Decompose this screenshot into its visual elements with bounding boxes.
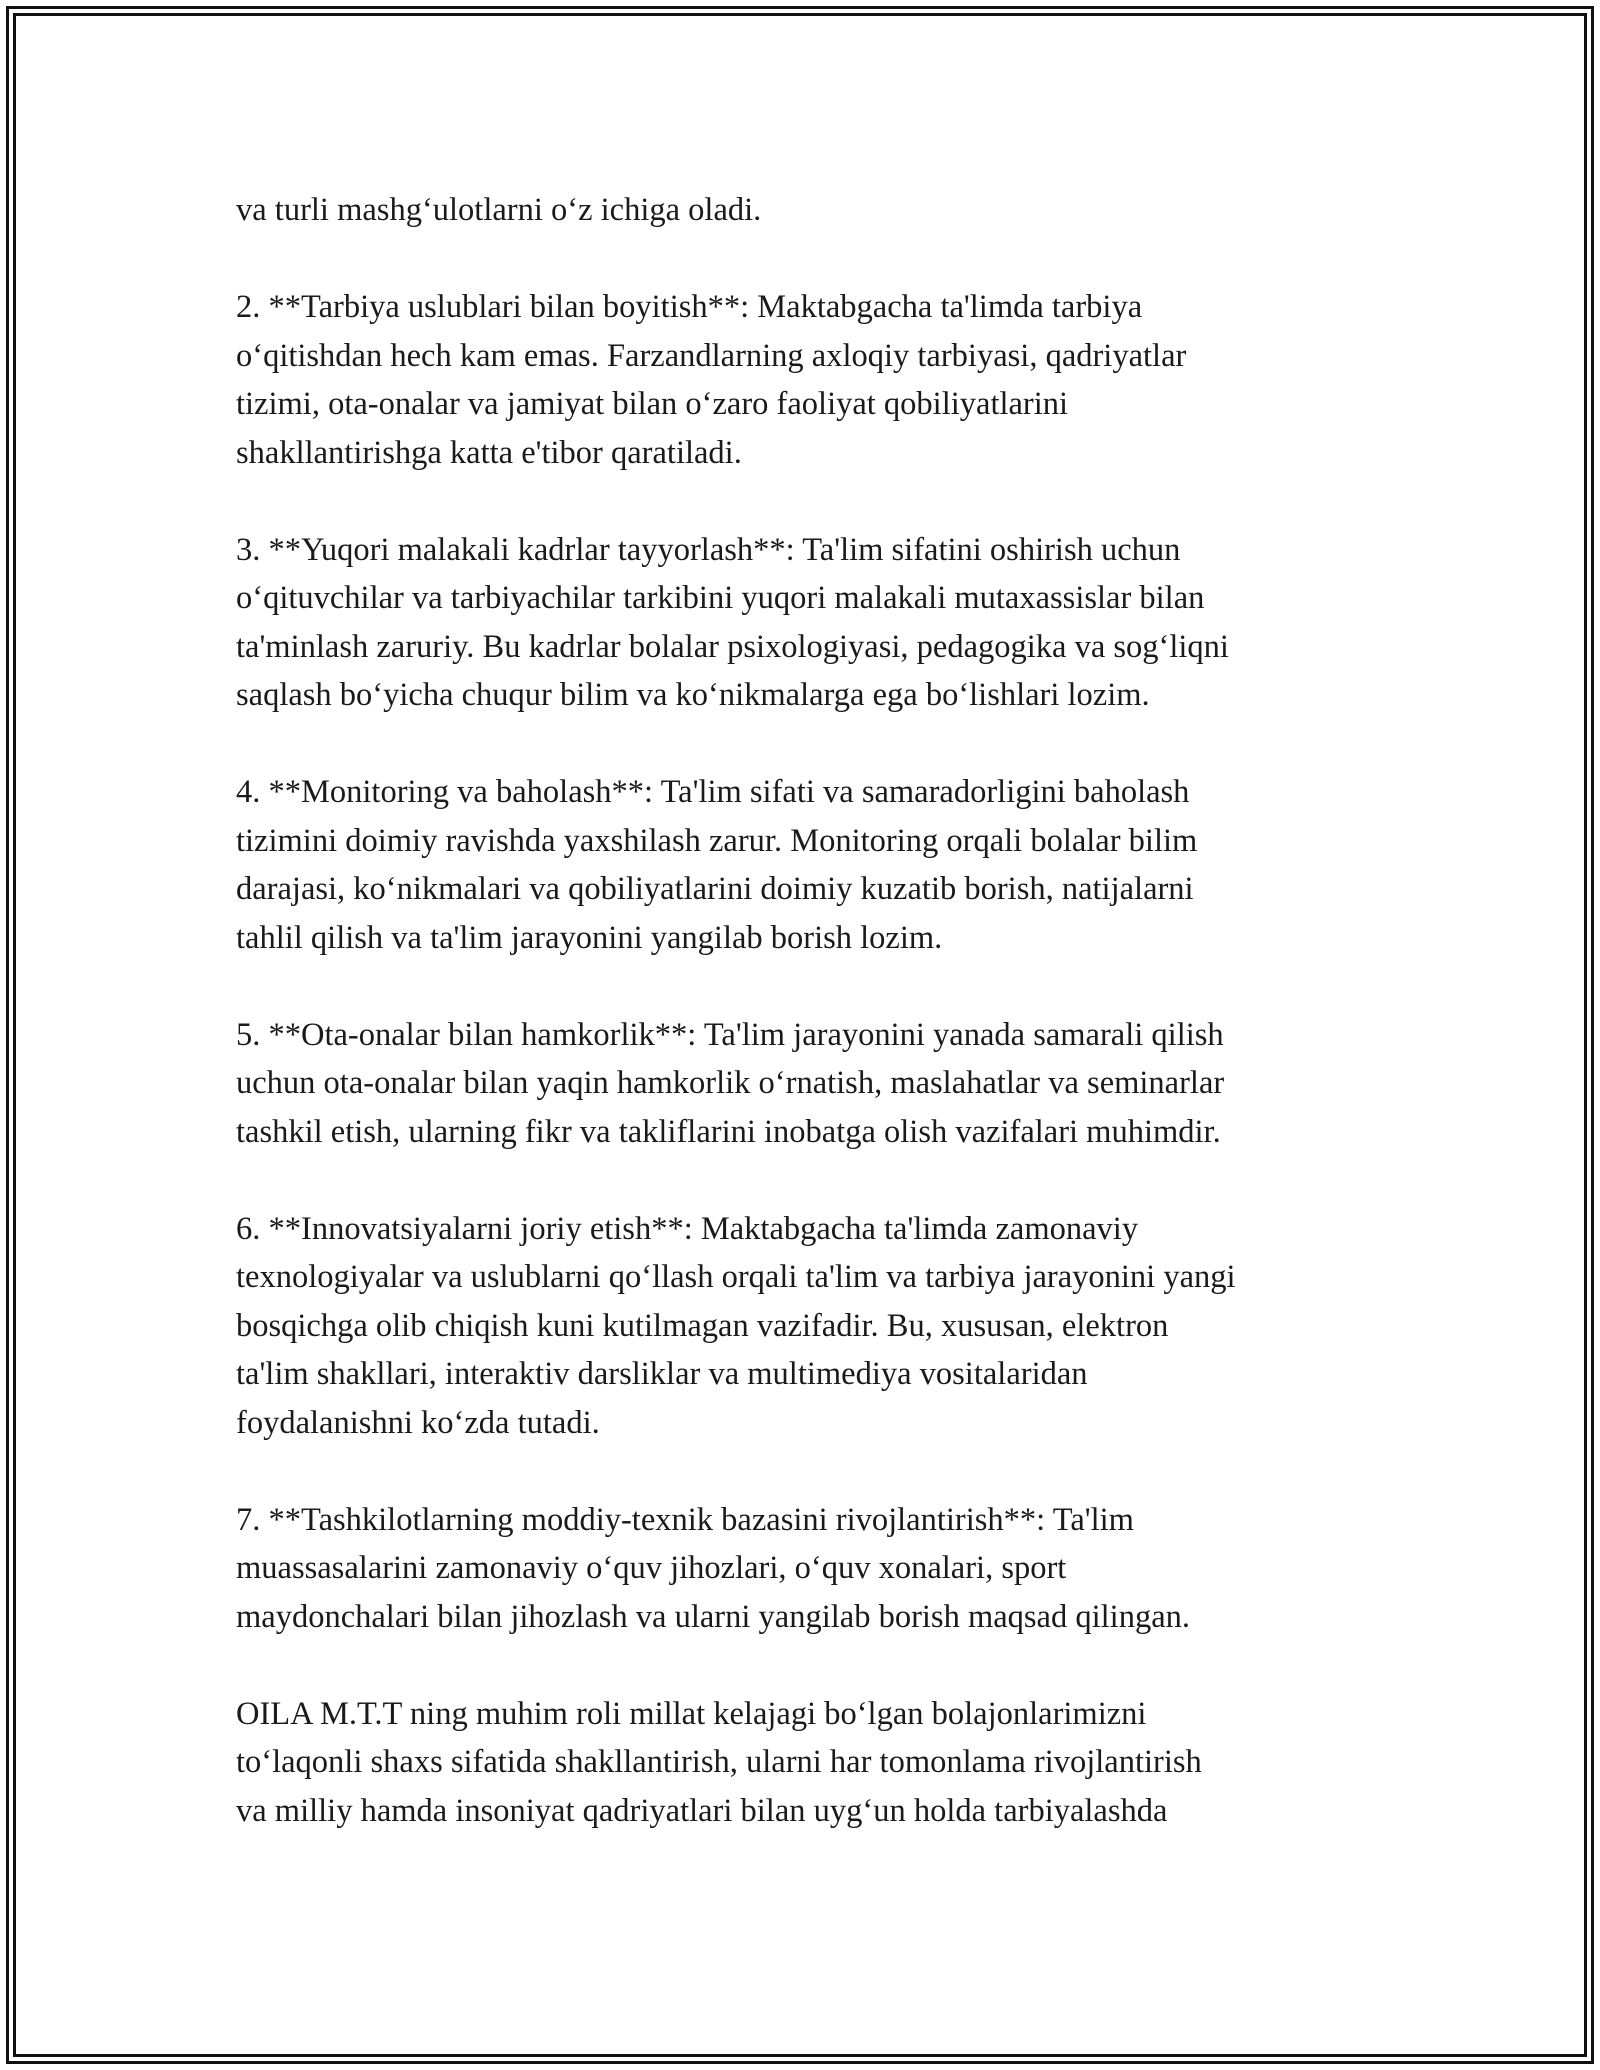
text-line: maydonchalari bilan jihozlash va ularni yangilab borish maqsad qilingan.: [236, 1598, 1190, 1635]
text-line: bosqichga olib chiqish kuni kutilmagan vazifadir. Bu, xususan, elektron: [236, 1307, 1169, 1344]
text-line: va turli mashg‘ulotlarni o‘z ichiga oladi.: [236, 192, 762, 228]
text-line: 5. **Ota-onalar bilan hamkorlik**: Ta'lim jarayonini yanada samarali qilish: [236, 1016, 1224, 1053]
text-line: ta'minlash zaruriy. Bu kadrlar bolalar psixologiyasi, pedagogika va sog‘liqni: [236, 628, 1229, 665]
document-body: [236, 186, 1416, 1884]
paragraph-conclusion: [236, 1690, 1416, 1836]
text-line: tahlil qilish va ta'lim jarayonini yangilab borish lozim.: [236, 919, 943, 956]
paragraph-item-3: [236, 526, 1416, 720]
text-line: 3. **Yuqori malakali kadrlar tayyorlash**: Ta'lim sifatini oshirish uchun: [236, 531, 1181, 568]
text-line: texnologiyalar va uslublarni qo‘llash orqali ta'lim va tarbiya jarayonini yangi: [236, 1259, 1236, 1295]
text-line: tizimi, ota-onalar va jamiyat bilan o‘zaro faoliyat qobiliyatlarini: [236, 386, 1069, 422]
text-line: OILA M.T.T ning muhim roli millat kelajagi bo‘lgan bolajonlarimizni: [236, 1695, 1147, 1732]
paragraph-item-2: [236, 283, 1416, 477]
paragraph-item-6: [236, 1205, 1416, 1448]
text-line: 7. **Tashkilotlarning moddiy-texnik bazasini rivojlantirish**: Ta'lim: [236, 1501, 1134, 1538]
text-line: tizimini doimiy ravishda yaxshilash zarur. Monitoring orqali bolalar bilim: [236, 822, 1198, 859]
text-line: 2. **Tarbiya uslublari bilan boyitish**: Maktabgacha ta'limda tarbiya: [236, 289, 1143, 325]
text-line: ta'lim shakllari, interaktiv darsliklar va multimediya vositalaridan: [236, 1356, 1088, 1392]
text-line: tashkil etish, ularning fikr va takliflarini inobatga olish vazifalari muhimdir.: [236, 1113, 1221, 1150]
text-line: to‘laqonli shaxs sifatida shakllantirish, ularni har tomonlama rivojlantirish: [236, 1744, 1202, 1780]
paragraph-item-4: [236, 768, 1416, 962]
text-line: shakllantirishga katta e'tibor qaratiladi.: [236, 434, 742, 471]
paragraph-item-5: [236, 1011, 1416, 1157]
paragraph-item-7: [236, 1496, 1416, 1642]
text-line: va milliy hamda insoniyat qadriyatlari bilan uyg‘un holda tarbiyalashda: [236, 1792, 1168, 1829]
text-line: darajasi, ko‘nikmalari va qobiliyatlarini doimiy kuzatib borish, natijalarni: [236, 871, 1194, 907]
text-line: muassasalarini zamonaviy o‘quv jihozlari, o‘quv xonalari, sport: [236, 1550, 1067, 1586]
text-line: o‘qitishdan hech kam emas. Farzandlarning axloqiy tarbiyasi, qadriyatlar: [236, 337, 1187, 374]
text-line: saqlash bo‘yicha chuqur bilim va ko‘nikmalarga ega bo‘lishlari lozim.: [236, 677, 1150, 713]
text-line: 4. **Monitoring va baholash**: Ta'lim sifati va samaradorligini baholash: [236, 774, 1190, 810]
text-line: uchun ota-onalar bilan yaqin hamkorlik o‘rnatish, maslahatlar va seminarlar: [236, 1065, 1225, 1101]
text-line: foydalanishni ko‘zda tutadi.: [236, 1404, 600, 1441]
text-line: 6. **Innovatsiyalarni joriy etish**: Maktabgacha ta'limda zamonaviy: [236, 1210, 1139, 1247]
paragraph-continuation: [236, 186, 1416, 235]
text-line: o‘qituvchilar va tarbiyachilar tarkibini yuqori malakali mutaxassislar bilan: [236, 580, 1205, 616]
